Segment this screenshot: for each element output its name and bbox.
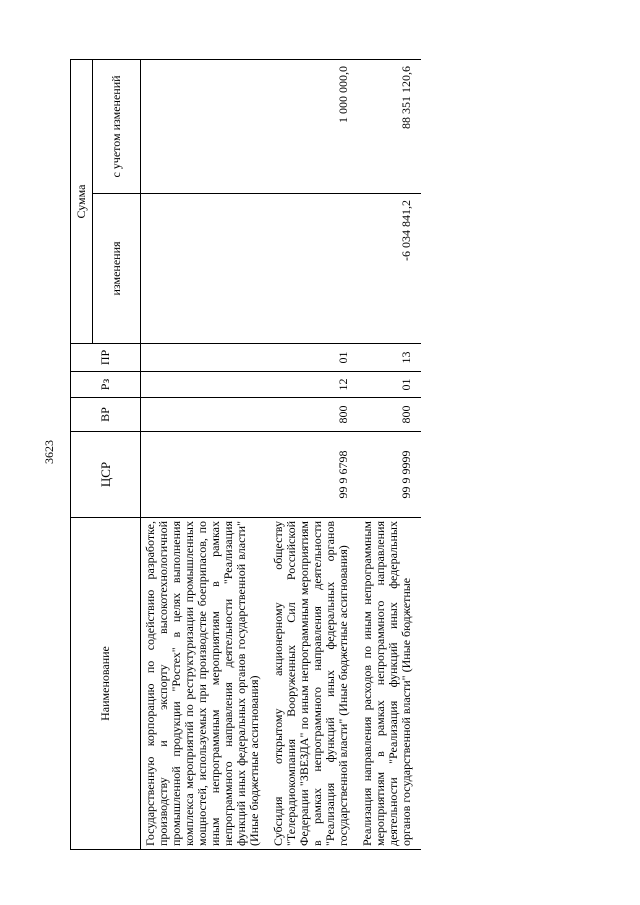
row-rz: 12	[269, 372, 358, 398]
table-row	[358, 59, 421, 849]
budget-table	[70, 59, 421, 850]
row-csr: 99 9 9999	[358, 432, 421, 518]
row-rz	[141, 372, 270, 398]
row-vr: 800	[358, 398, 421, 432]
page-number: 3623	[42, 440, 56, 464]
row-total	[141, 59, 270, 193]
header-rz: Рз	[71, 372, 141, 398]
row-total: 1 000 000,0	[269, 59, 358, 193]
row-pr	[141, 344, 270, 372]
row-change	[141, 194, 270, 344]
row-pr: 13	[358, 344, 421, 372]
header-pr: ПР	[71, 344, 141, 372]
row-change: -6 034 841,2	[358, 194, 421, 344]
row-csr: 99 9 6798	[269, 432, 358, 518]
header-with-changes: с учетом изменений	[93, 59, 141, 193]
row-name: Реализация направления расходов по иным непрограммным мероприятиям в рамках непрограммного направления деятельности "Реализация функций иных федеральных органов государственной власти" (Иные бюджетные	[358, 518, 421, 850]
row-pr: 01	[269, 344, 358, 372]
row-vr: 800	[269, 398, 358, 432]
row-vr	[141, 398, 270, 432]
row-rz: 01	[358, 372, 421, 398]
row-total: 88 351 120,6	[358, 59, 421, 193]
header-changes: изменения	[93, 194, 141, 344]
header-name: Наименование	[71, 518, 141, 850]
header-vr: ВР	[71, 398, 141, 432]
row-change	[269, 194, 358, 344]
row-name: Субсидия открытому акционерному обществу "Телерадиокомпания Вооруженных Сил Российской Федерации "ЗВЕЗДА" по иным непрограммным мероприятиям в рамках непрограммного направления деятельности "Реализация функций иных федеральных органов государственной власти" (Иные бюджетные ассигнования)	[269, 518, 358, 850]
table-row	[269, 59, 358, 849]
row-name: Государственную корпорацию по содействию разработке, производству и экспорту высокотехнологичной промышленной продукции "Ростех" в целях выполнения комплекса мероприятий по реструктуризации промышленных мощностей, используемых при производстве боеприпасов, по иным непрограммным мероприятиям в рамках непрограммного направления деятельности "Реализация функций иных федеральных органов государственной власти" (Иные бюджетные ассигнования)	[141, 518, 270, 850]
budget-table-sheet	[70, 60, 590, 850]
row-csr	[141, 432, 270, 518]
header-csr: ЦСР	[71, 432, 141, 518]
table-row	[141, 59, 270, 849]
header-sum: Сумма	[71, 59, 93, 343]
